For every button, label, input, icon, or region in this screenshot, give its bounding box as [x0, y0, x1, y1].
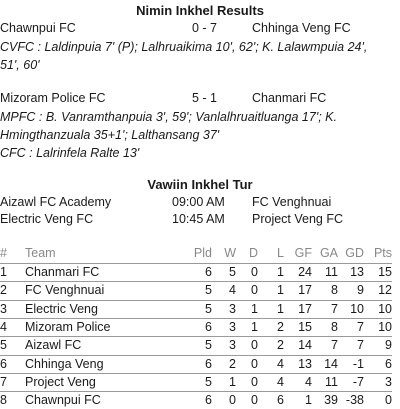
team-cell: Project Veng	[25, 374, 96, 389]
goal-difference-cell: 7	[357, 338, 364, 353]
points-cell: 6	[385, 356, 392, 371]
rank-cell: 1	[0, 265, 7, 279]
points-cell: 12	[378, 283, 392, 298]
away-team: FC Venghnuai	[252, 195, 332, 209]
table-row	[0, 393, 400, 409]
won-cell: 1	[229, 374, 236, 389]
goals-for-cell: 15	[298, 319, 312, 334]
scorers	[0, 108, 398, 162]
lost-cell: 6	[277, 393, 284, 408]
goal-difference-cell: 10	[350, 301, 364, 316]
points-cell: 9	[385, 338, 392, 353]
won-cell: 5	[229, 265, 236, 279]
team-cell: FC Venghnuai	[25, 283, 105, 298]
team-cell: Chhinga Veng	[25, 356, 104, 371]
goals-against-cell: 11	[325, 374, 338, 389]
column-header: D	[248, 246, 258, 260]
goal-difference-cell: 7	[357, 319, 364, 334]
score: 5 - 1	[192, 91, 218, 105]
row-divider	[0, 300, 392, 301]
rank-cell: 5	[0, 338, 7, 353]
goals-for-cell: 24	[298, 265, 312, 279]
kickoff-time: 10:45 AM	[172, 212, 225, 226]
scorers	[0, 38, 398, 74]
played-cell: 5	[205, 301, 212, 316]
row-divider	[0, 355, 392, 356]
fixture-row	[0, 195, 400, 211]
drawn-cell: 0	[251, 393, 258, 408]
team-cell: Chawnpui FC	[25, 393, 101, 408]
kickoff-time: 09:00 AM	[172, 195, 225, 209]
lost-cell: 1	[277, 265, 284, 279]
goals-against-cell: 7	[331, 338, 338, 353]
result-row	[0, 21, 400, 37]
played-cell: 6	[205, 265, 212, 279]
goals-for-cell: 17	[298, 283, 312, 298]
score: 0 - 7	[192, 21, 218, 35]
goals-for-cell: 14	[298, 338, 312, 353]
column-header: GD	[345, 246, 364, 260]
column-header: #	[0, 246, 7, 260]
goals-against-cell: 39	[324, 393, 338, 408]
drawn-cell: 0	[251, 338, 258, 353]
played-cell: 5	[205, 374, 212, 389]
row-divider	[0, 318, 392, 319]
goal-difference-cell: 13	[350, 265, 364, 279]
goals-for-cell: 13	[298, 356, 312, 371]
drawn-cell: 0	[251, 374, 258, 389]
goals-for-cell: 4	[305, 374, 312, 389]
table-row	[0, 283, 400, 299]
won-cell: 3	[229, 301, 236, 316]
team-cell: Aizawl FC	[25, 338, 82, 353]
won-cell: 0	[229, 393, 236, 408]
won-cell: 2	[229, 356, 236, 371]
goals-against-cell: 8	[331, 319, 338, 334]
played-cell: 6	[205, 319, 212, 334]
goals-against-cell: 7	[331, 301, 338, 316]
table-row	[0, 320, 400, 336]
team-cell: Mizoram Police	[25, 319, 111, 334]
won-cell: 4	[229, 283, 236, 298]
lost-cell: 2	[277, 338, 284, 353]
drawn-cell: 1	[251, 301, 258, 316]
played-cell: 5	[205, 283, 212, 298]
goals-against-cell: 8	[331, 283, 338, 298]
row-divider	[0, 281, 392, 282]
away-team: Chanmari FC	[252, 91, 327, 105]
points-cell: 3	[385, 374, 392, 389]
table-row	[0, 338, 400, 354]
scorer-line: 51', 60'	[0, 58, 40, 72]
drawn-cell: 0	[251, 265, 258, 279]
drawn-cell: 1	[251, 319, 258, 334]
away-team: Project Veng FC	[252, 212, 344, 226]
lost-cell: 1	[277, 283, 284, 298]
won-cell: 3	[229, 319, 236, 334]
points-cell: 10	[378, 301, 392, 316]
goal-difference-cell: 9	[357, 283, 364, 298]
points-cell: 0	[385, 393, 392, 408]
column-header: Pts	[373, 246, 392, 260]
column-header: Pld	[193, 246, 212, 260]
lost-cell: 1	[277, 301, 284, 316]
column-header: L	[277, 246, 284, 260]
row-divider	[0, 336, 392, 337]
fixtures-title: Vawiin Inkhel Tur	[147, 177, 253, 192]
scorer-line: Hmingthanzuala 35+1'; Lalthansang 37'	[0, 128, 220, 142]
scorer-line: CVFC : Laldinpuia 7' (P); Lalhruaikima 10', 62'; K. Lalawmpuia 24',	[0, 40, 368, 54]
row-divider	[0, 391, 392, 392]
rank-cell: 8	[0, 393, 7, 408]
goals-against-cell: 11	[325, 265, 338, 279]
column-header: GF	[294, 246, 312, 260]
goals-against-cell: 14	[324, 356, 338, 371]
rank-cell: 4	[0, 319, 7, 334]
row-divider	[0, 263, 392, 264]
result-row	[0, 91, 400, 107]
played-cell: 6	[205, 393, 212, 408]
home-team: Electric Veng FC	[0, 212, 94, 226]
points-cell: 15	[378, 265, 392, 279]
team-cell: Chanmari FC	[25, 265, 100, 279]
scorer-line: CFC : Lalrinfela Ralte 13'	[0, 146, 140, 160]
column-header: GA	[319, 246, 338, 260]
table-row	[0, 357, 400, 373]
goals-for-cell: 1	[305, 393, 312, 408]
rank-cell: 3	[0, 301, 7, 316]
column-header: W	[224, 246, 236, 260]
team-cell: Electric Veng	[25, 301, 98, 316]
lost-cell: 4	[277, 356, 284, 371]
table-row	[0, 265, 400, 281]
played-cell: 6	[205, 356, 212, 371]
table-row	[0, 302, 400, 318]
row-divider	[0, 373, 392, 374]
goal-difference-cell: -1	[352, 356, 364, 371]
home-team: Aizawl FC Academy	[0, 195, 112, 209]
rank-cell: 7	[0, 374, 7, 389]
goal-difference-cell: -7	[352, 374, 364, 389]
points-cell: 10	[378, 319, 392, 334]
away-team: Chhinga Veng FC	[252, 21, 351, 35]
goal-difference-cell: -38	[345, 393, 364, 408]
table-row	[0, 375, 400, 391]
drawn-cell: 0	[251, 356, 258, 371]
lost-cell: 4	[277, 374, 284, 389]
fixture-row	[0, 212, 400, 228]
goals-for-cell: 17	[298, 301, 312, 316]
rank-cell: 2	[0, 283, 7, 298]
results-title: Nimin Inkhel Results	[136, 3, 264, 18]
drawn-cell: 0	[251, 283, 258, 298]
rank-cell: 6	[0, 356, 7, 371]
home-team: Chawnpui FC	[0, 21, 76, 35]
table-header-row	[0, 246, 400, 262]
won-cell: 3	[229, 338, 236, 353]
scorer-line: MPFC : B. Vanramthanpuia 3', 59'; Vanlalhruaitluanga 17'; K.	[0, 110, 337, 124]
home-team: Mizoram Police FC	[0, 91, 106, 105]
lost-cell: 2	[277, 319, 284, 334]
column-header: Team	[25, 246, 56, 260]
played-cell: 5	[205, 338, 212, 353]
